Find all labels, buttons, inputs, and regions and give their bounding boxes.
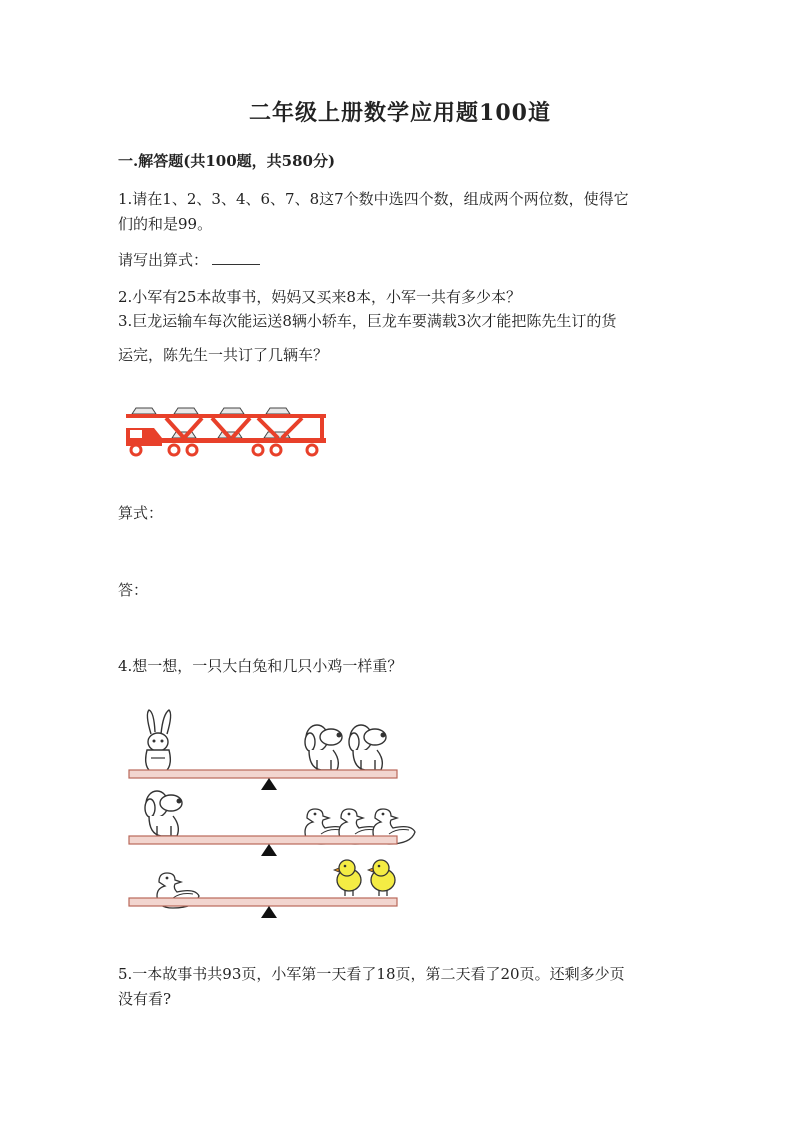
section-heading: 一.解答题(共100题，共580分): [118, 152, 336, 170]
question-3-answer-label: 答：: [118, 581, 149, 599]
rabbit-icon: [146, 710, 171, 772]
question-1-line-1: 1.请在1、2、3、4、6、7、8这7个数中选四个数，组成两个两位数，使得它: [118, 190, 629, 208]
question-3-line-1: 3.巨龙运输车每次能运送8辆小轿车，巨龙车要满载3次才能把陈先生订的货: [118, 312, 617, 330]
fulcrum-icon: [261, 844, 277, 856]
question-3-formula-label: 算式：: [118, 504, 164, 522]
fulcrum-icon: [261, 778, 277, 790]
question-1: [118, 187, 678, 237]
question-5-line-1: 5.一本故事书共93页，小军第一天看了18页，第二天看了20页。还剩多少页: [118, 965, 625, 983]
question-3-line-2: 运完，陈先生一共订了几辆车？: [118, 346, 329, 364]
balance-illustration: [125, 708, 400, 920]
puppy-icon: [145, 791, 182, 836]
question-5: [118, 962, 678, 1012]
question-5-line-2: 没有看?: [118, 990, 172, 1008]
puppy-icon: [349, 725, 386, 770]
question-1-prompt-row: [118, 248, 678, 273]
question-1-prompt: 请写出算式：: [118, 251, 209, 269]
chick-icon: [368, 860, 395, 896]
balance-plank: [129, 770, 397, 778]
question-1-line-2: 们的和是99。: [118, 215, 213, 233]
car-carrier-truck-icon: [122, 398, 332, 460]
balance-plank: [129, 898, 397, 906]
answer-blank[interactable]: [212, 250, 260, 265]
question-4: 4.想一想，一只大白兔和几只小鸡一样重？: [118, 657, 403, 675]
question-2: 2.小军有25本故事书，妈妈又买来8本，小军一共有多少本？: [118, 288, 521, 306]
fulcrum-icon: [261, 906, 277, 918]
page-title: 二年级上册数学应用题100道: [249, 100, 551, 126]
balance-plank: [129, 836, 397, 844]
puppy-icon: [305, 725, 342, 770]
chick-icon: [334, 860, 361, 896]
